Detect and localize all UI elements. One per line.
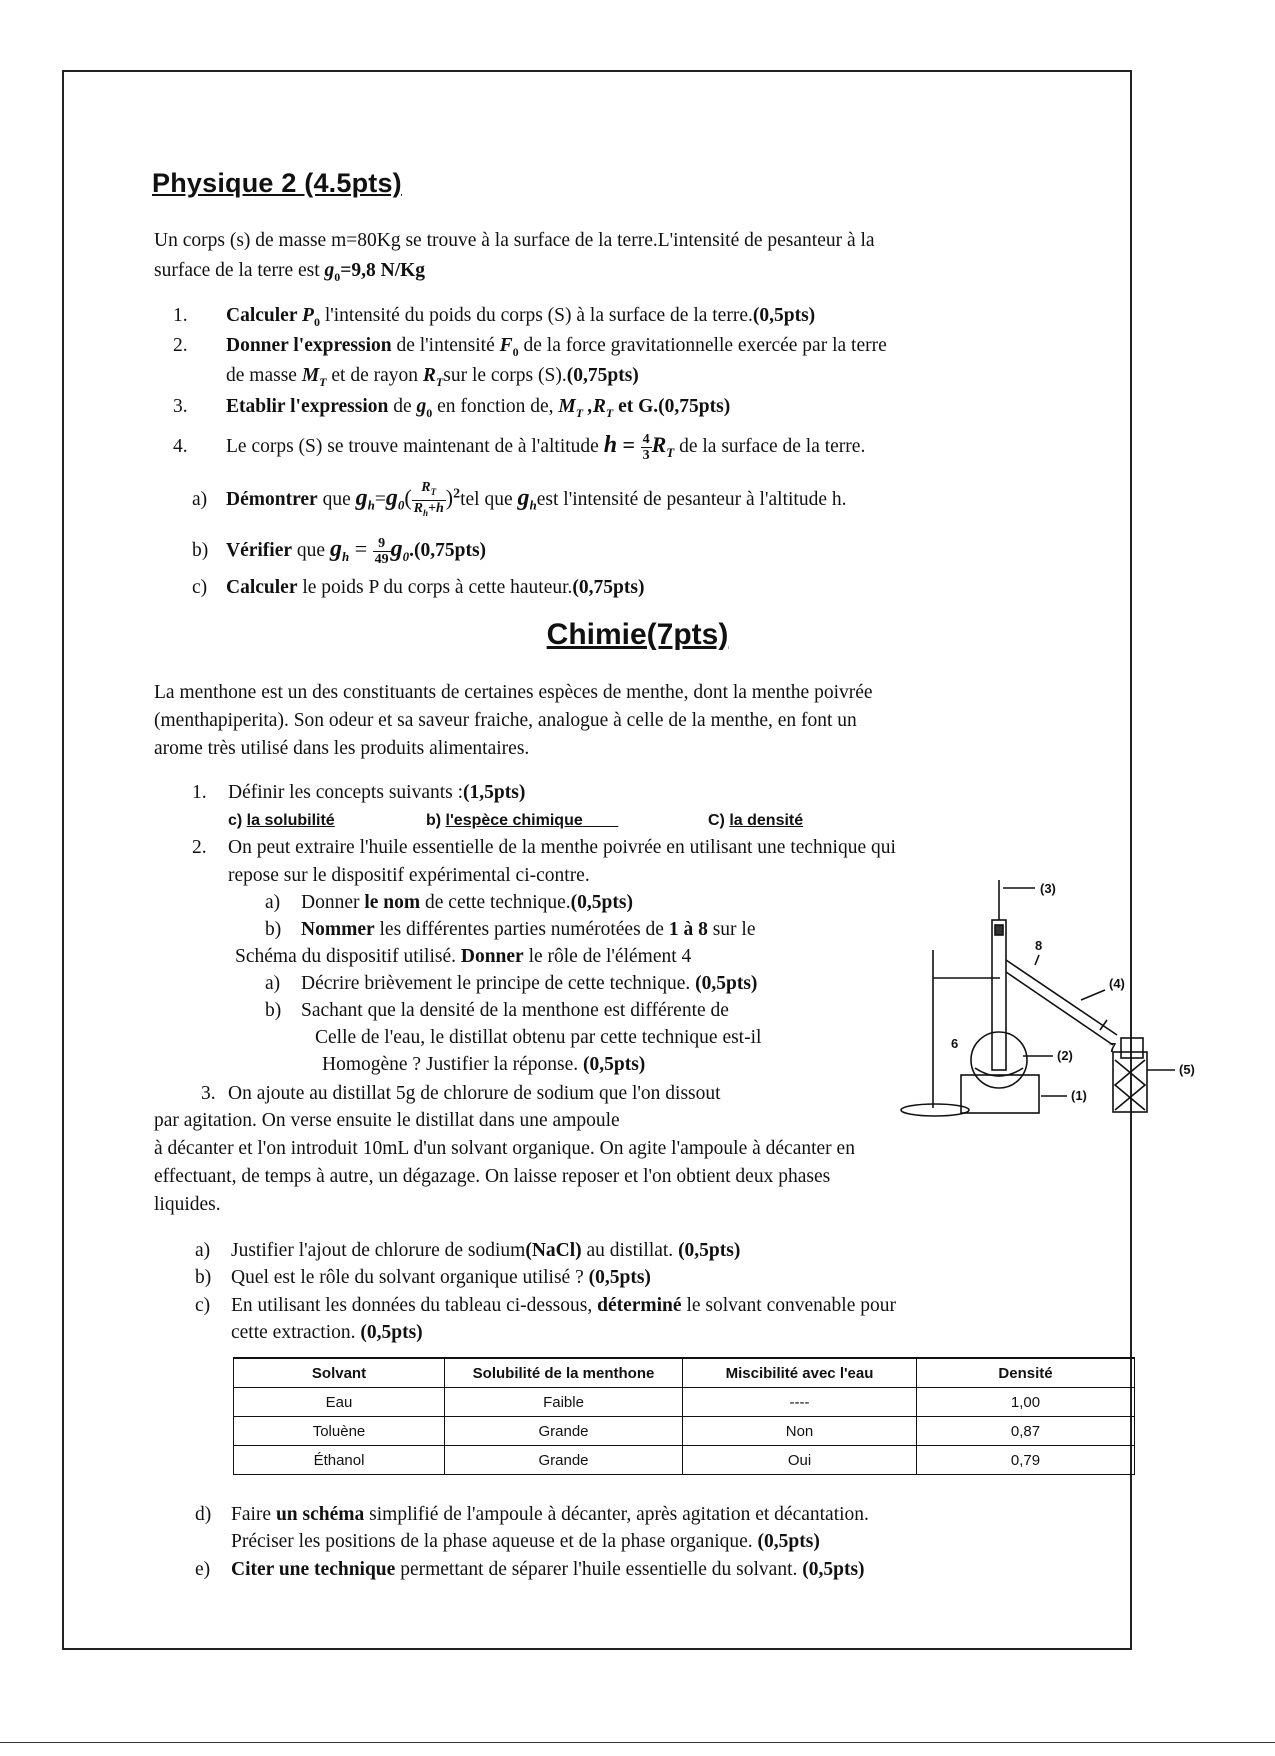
chimie-question-3-line-2: par agitation. On verse ensuite le distillat dans une ampoule bbox=[154, 1110, 620, 1131]
fraction-rt-rh: $\frac{R_T}{R_h+h}$ bbox=[413, 480, 444, 518]
physique-intro-line-2: surface de la terre est $g_0=9,8$ N/Kg bbox=[154, 260, 426, 284]
leader-4 bbox=[1081, 990, 1105, 1000]
column bbox=[992, 920, 1006, 1070]
physique-question-3: 3. Etablir l'expression de $g_0$ en fonction de, $M_T$ $,R_T$ et G.(0,75pts) bbox=[173, 396, 731, 420]
chimie-intro-2: (menthapiperita). Son odeur et sa saveur fraiche, analogue à celle de la menthe, en font un bbox=[154, 710, 857, 731]
chimie-question-2b: b) Nommer les différentes parties numérotées de 1 à 8 sur le bbox=[265, 919, 756, 940]
physique-title: Physique 2 (4.5pts) bbox=[152, 168, 402, 198]
chimie-intro-1: La menthone est un des constituants de certaines espèces de menthe, dont la menthe poivrée bbox=[154, 682, 873, 703]
chimie-concepts: c) la solubilité b) l'espèce chimique C) la densité bbox=[228, 812, 804, 829]
distillation-apparatus-diagram bbox=[895, 870, 1215, 1120]
chimie-intro-3: arome très utilisé dans les produits alimentaires. bbox=[154, 738, 530, 759]
label-1: (1) bbox=[1071, 1088, 1087, 1103]
chimie-question-3-line-4: effectuant, de temps à autre, un dégazage. On laisse reposer et l'on obtient deux phases bbox=[154, 1166, 831, 1187]
chimie-question-3-line-5: liquides. bbox=[154, 1194, 221, 1215]
chimie-question-3d: d) Faire un schéma simplifié de l'ampoule à décanter, après agitation et décantation. bbox=[195, 1504, 869, 1525]
physique-question-4c: c) Calculer le poids P du corps à cette hauteur.(0,75pts) bbox=[192, 577, 645, 598]
physique-question-2: 2. Donner l'expression de l'intensité $F_0$ de la force gravitationnelle exercée par la terre bbox=[173, 335, 887, 359]
chimie-question-3-line-3: à décanter et l'on introduit 10mL d'un solvant organique. On agite l'ampoule à décanter en bbox=[154, 1138, 855, 1159]
label-3: (3) bbox=[1040, 881, 1056, 896]
bottom-rule bbox=[0, 1742, 1275, 1743]
table-cell: 1,00 bbox=[917, 1388, 1135, 1417]
chimie-question-2b-line-2: Schéma du dispositif utilisé. Donner le rôle de l'élément 4 bbox=[235, 946, 692, 967]
table-header-cell: Densité bbox=[917, 1358, 1135, 1388]
table-row bbox=[234, 1417, 1135, 1446]
chimie-question-3e: e) Citer une technique permettant de séparer l'huile essentielle du solvant. (0,5pts) bbox=[195, 1559, 865, 1580]
physique-question-2-line-2: de masse $M_T$ et de rayon $R_Tsur$ le corps (S).(0,75pts) bbox=[226, 365, 639, 389]
condenser-bottom bbox=[1006, 972, 1113, 1045]
physique-question-4: 4. Le corps (S) se trouve maintenant de à l'altitude h = $\frac{4}{3}$ $R_T$ de la surface de la terre. bbox=[173, 432, 866, 464]
table-row bbox=[234, 1388, 1135, 1417]
label-4: (4) bbox=[1109, 976, 1125, 991]
chimie-question-2a: a) Donner le nom de cette technique.(0,5pts) bbox=[265, 892, 633, 913]
table-row bbox=[234, 1446, 1135, 1475]
lab-jack bbox=[1115, 1060, 1145, 1110]
label-2: (2) bbox=[1057, 1048, 1073, 1063]
label-6: 6 bbox=[951, 1036, 959, 1051]
table-cell: Non bbox=[683, 1417, 917, 1446]
chimie-question-3d-line-2: Préciser les positions de la phase aqueuse et de la phase organique. (0,5pts) bbox=[231, 1531, 820, 1552]
chimie-question-2-line-2: repose sur le dispositif expérimental ci-contre. bbox=[228, 865, 590, 886]
erlenmeyer bbox=[1121, 1038, 1143, 1058]
table-cell: 0,79 bbox=[917, 1446, 1135, 1475]
table-cell: Faible bbox=[445, 1388, 683, 1417]
chimie-question-2d-line-3: Homogène ? Justifier la réponse. (0,5pts) bbox=[322, 1054, 646, 1075]
table-cell: 0,87 bbox=[917, 1417, 1135, 1446]
condenser-top bbox=[1006, 960, 1117, 1035]
table-cell: ---- bbox=[683, 1388, 917, 1417]
fraction-9-49: $\frac{9}{49}$ bbox=[374, 536, 389, 568]
table-header-row bbox=[234, 1358, 1135, 1388]
label-8: 8 bbox=[1035, 938, 1043, 953]
table-cell: Eau bbox=[234, 1388, 445, 1417]
physique-question-4b: b) Vérifier que $g_h$ = $\frac{9}{49}$ $g_0.(0,75pts)$ bbox=[192, 536, 487, 568]
table-cell: Éthanol bbox=[234, 1446, 445, 1475]
chimie-question-3a: a) Justifier l'ajout de chlorure de sodium(NaCl) au distillat. (0,5pts) bbox=[195, 1240, 741, 1261]
chimie-question-3: 3. On ajoute au distillat 5g de chlorure de sodium que l'on dissout bbox=[201, 1083, 721, 1104]
table-cell: Grande bbox=[445, 1446, 683, 1475]
table-cell: Toluène bbox=[234, 1417, 445, 1446]
table-header-cell: Miscibilité avec l'eau bbox=[683, 1358, 917, 1388]
table-header-cell: Solvant bbox=[234, 1358, 445, 1388]
label-5: (5) bbox=[1179, 1062, 1195, 1077]
heater bbox=[961, 1075, 1039, 1113]
flask bbox=[971, 1032, 1027, 1088]
chimie-question-2: 2. On peut extraire l'huile essentielle de la menthe poivrée en utilisant une technique qui bbox=[192, 837, 896, 858]
table-header-cell: Solubilité de la menthone bbox=[445, 1358, 683, 1388]
chimie-title: Chimie(7pts) bbox=[546, 618, 729, 651]
chimie-question-2d: b) Sachant que la densité de la menthone est différente de bbox=[265, 1000, 729, 1021]
water-inlet bbox=[1035, 955, 1039, 965]
chimie-question-2c: a) Décrire brièvement le principe de cette technique. (0,5pts) bbox=[265, 973, 758, 994]
label-7: 7 bbox=[1109, 1040, 1117, 1055]
stand-base bbox=[901, 1104, 969, 1116]
physique-question-4a: a) Démontrer que $g_h=g_0$( $\frac{R_T}{R_h+h}$ )$^2$tel que $g_hest$ l'intensité de pesanteur à l'altitude h. bbox=[192, 480, 846, 521]
table-cell: Grande bbox=[445, 1417, 683, 1446]
physique-intro-line-1: Un corps (s) de masse m=80Kg se trouve à la surface de la terre.L'intensité de pesanteur à la bbox=[154, 230, 875, 251]
chimie-question-3c-line-2: cette extraction. (0,5pts) bbox=[231, 1322, 423, 1343]
table-cell: Oui bbox=[683, 1446, 917, 1475]
fraction-4-3: $\frac{4}{3}$ bbox=[642, 432, 650, 464]
stopper bbox=[995, 925, 1003, 935]
chimie-question-3c: c) En utilisant les données du tableau ci-dessous, déterminé le solvant convenable pour bbox=[195, 1295, 896, 1316]
chimie-question-2d-line-2: Celle de l'eau, le distillat obtenu par cette technique est-il bbox=[315, 1027, 762, 1048]
physique-question-1: 1. Calculer $P_0$ l'intensité du poids du corps (S) à la surface de la terre.(0,5pts) bbox=[173, 305, 816, 329]
chimie-question-3b: b) Quel est le rôle du solvant organique utilisé ? (0,5pts) bbox=[195, 1267, 651, 1288]
chimie-question-1: 1. Définir les concepts suivants :(1,5pts) bbox=[192, 782, 526, 803]
solvent-table bbox=[233, 1357, 1135, 1475]
